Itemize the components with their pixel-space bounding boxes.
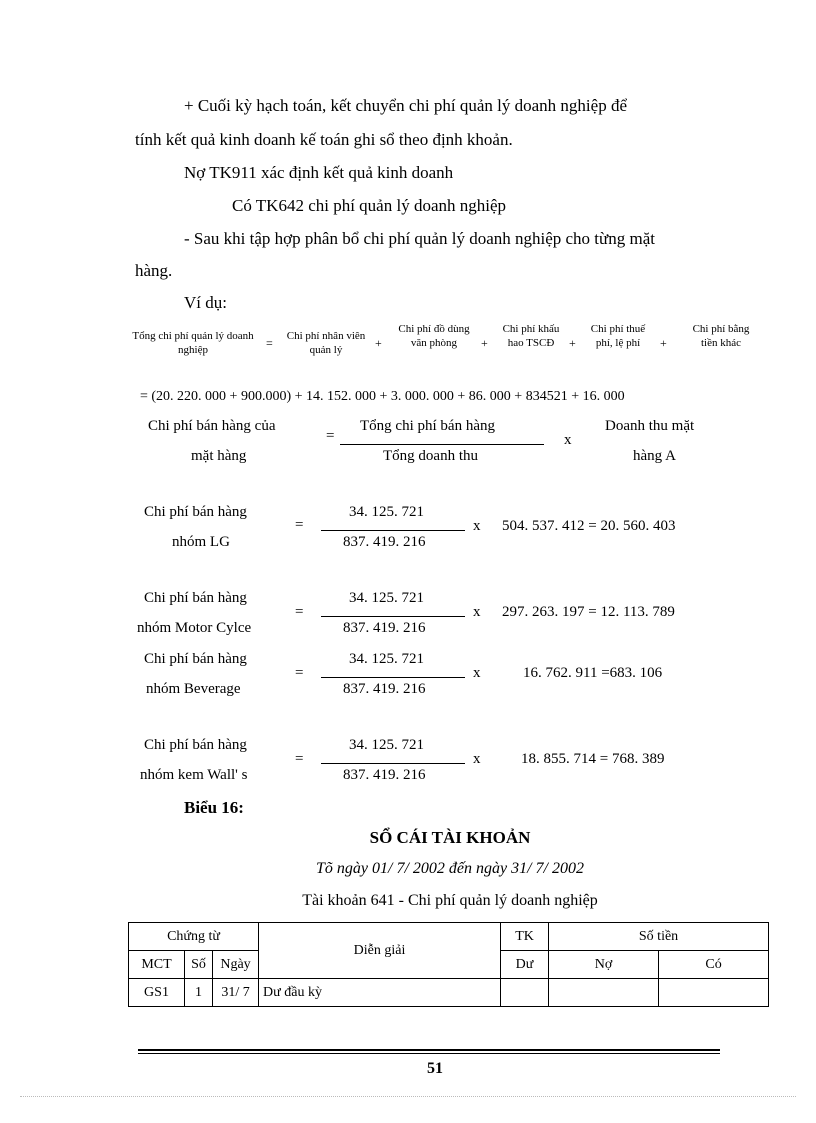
formula-term: Chi phí bằng tiền khác bbox=[692, 323, 750, 349]
fraction-line bbox=[321, 677, 465, 678]
cell-tk bbox=[501, 979, 549, 1007]
calc-label: nhóm Beverage bbox=[146, 681, 241, 697]
calc-result: 16. 762. 911 =683. 106 bbox=[523, 665, 663, 681]
footer-rule bbox=[138, 1049, 720, 1051]
page-edge bbox=[20, 1096, 796, 1097]
multiply-sign: x bbox=[473, 518, 481, 534]
formula-equals: = bbox=[266, 336, 273, 350]
calc-label: Chi phí bán hàng bbox=[144, 651, 247, 667]
header-ngay: Ngày bbox=[213, 951, 259, 979]
formula-term: Chi phí khấu hao TSCĐ bbox=[502, 323, 560, 349]
header-amount: Số tiền bbox=[549, 923, 769, 951]
ledger-period: Tõ ngày 01/ 7/ 2002 đến ngày 31/ 7/ 2002 bbox=[316, 860, 584, 877]
calc-label: Chi phí bán hàng bbox=[144, 590, 247, 606]
example-label: Ví dụ: bbox=[184, 293, 227, 312]
footer-rule bbox=[138, 1053, 720, 1054]
calc-numerator: 34. 125. 721 bbox=[349, 504, 424, 520]
header-description: Diễn giải bbox=[259, 923, 501, 979]
paragraph-line: hàng. bbox=[135, 261, 173, 280]
cell-credit bbox=[659, 979, 769, 1007]
page-number: 51 bbox=[427, 1060, 443, 1077]
formula-plus: + bbox=[660, 336, 667, 350]
header-mct: MCT bbox=[129, 951, 185, 979]
multiply-sign: x bbox=[473, 604, 481, 620]
header-so: Số bbox=[185, 951, 213, 979]
calc-label: Chi phí bán hàng bbox=[144, 504, 247, 520]
formula-term: Chi phí đồ dùng văn phòng bbox=[398, 323, 470, 349]
fraction-line bbox=[321, 530, 465, 531]
calc-numerator: 34. 125. 721 bbox=[349, 737, 424, 753]
calc-label: Chi phí bán hàng bbox=[144, 737, 247, 753]
header-tk: TK bbox=[501, 923, 549, 951]
header-credit: Có bbox=[659, 951, 769, 979]
header-voucher: Chứng từ bbox=[129, 923, 259, 951]
cell-ngay: 31/ 7 bbox=[213, 979, 259, 1007]
formula-term: Chi phí nhân viên quản lý bbox=[286, 330, 366, 356]
calc-denominator: 837. 419. 216 bbox=[343, 620, 426, 636]
paragraph-line: + Cuối kỳ hạch toán, kết chuyển chi phí quản lý doanh nghiệp để bbox=[184, 96, 627, 115]
cell-debit bbox=[549, 979, 659, 1007]
journal-entry-credit: Có TK642 chi phí quản lý doanh nghiệp bbox=[232, 196, 507, 215]
allocation-left: mặt hàng bbox=[191, 448, 247, 464]
allocation-equals: = bbox=[326, 428, 335, 444]
cell-description: Dư đầu kỳ bbox=[259, 979, 501, 1007]
allocation-right: hàng A bbox=[633, 448, 676, 464]
calc-equals: = bbox=[295, 665, 304, 681]
fraction-line bbox=[321, 616, 465, 617]
calc-result: 504. 537. 412 = 20. 560. 403 bbox=[502, 518, 676, 534]
formula-numeric: = (20. 220. 000 + 900.000) + 14. 152. 000 + 3. 000. 000 + 86. 000 + 834521 + 16. 000 bbox=[140, 389, 625, 404]
paragraph-line: tính kết quả kinh doanh kế toán ghi sổ theo định khoản. bbox=[135, 130, 513, 149]
cell-so: 1 bbox=[185, 979, 213, 1007]
calc-denominator: 837. 419. 216 bbox=[343, 534, 426, 550]
formula-plus: + bbox=[569, 336, 576, 350]
allocation-right: Doanh thu mặt bbox=[605, 418, 695, 434]
exhibit-label: Biểu 16: bbox=[184, 798, 244, 817]
ledger-account: Tài khoản 641 - Chi phí quản lý doanh nghiệp bbox=[302, 892, 598, 909]
cell-mct: GS1 bbox=[129, 979, 185, 1007]
calc-numerator: 34. 125. 721 bbox=[349, 590, 424, 606]
allocation-left: Chi phí bán hàng của bbox=[148, 418, 276, 434]
calc-label: nhóm LG bbox=[172, 534, 230, 550]
calc-equals: = bbox=[295, 604, 304, 620]
calc-numerator: 34. 125. 721 bbox=[349, 651, 424, 667]
multiply-sign: x bbox=[564, 432, 572, 448]
calc-equals: = bbox=[295, 751, 304, 767]
journal-entry-debit: Nợ TK911 xác định kết quả kinh doanh bbox=[184, 163, 454, 182]
calc-denominator: 837. 419. 216 bbox=[343, 681, 426, 697]
table-row bbox=[129, 979, 769, 1007]
multiply-sign: x bbox=[473, 665, 481, 681]
fraction-line bbox=[340, 444, 544, 445]
calc-denominator: 837. 419. 216 bbox=[343, 767, 426, 783]
formula-plus: + bbox=[481, 336, 488, 350]
calc-result: 297. 263. 197 = 12. 113. 789 bbox=[502, 604, 675, 620]
header-debit: Nợ bbox=[549, 951, 659, 979]
formula-plus: + bbox=[375, 336, 382, 350]
formula-total: Tổng chi phí quản lý doanh nghiệp bbox=[132, 330, 254, 356]
calc-result: 18. 855. 714 = 768. 389 bbox=[521, 751, 665, 767]
ledger-title: SỔ CÁI TÀI KHOẢN bbox=[369, 828, 531, 847]
allocation-denominator: Tổng doanh thu bbox=[383, 448, 478, 464]
formula-term: Chi phí thuế phí, lệ phí bbox=[590, 323, 646, 349]
calc-label: nhóm kem Wall' s bbox=[140, 767, 248, 783]
fraction-line bbox=[321, 763, 465, 764]
paragraph-line: - Sau khi tập hợp phân bổ chi phí quản lý doanh nghiệp cho từng mặt bbox=[184, 229, 655, 248]
allocation-numerator: Tổng chi phí bán hàng bbox=[360, 418, 495, 434]
multiply-sign: x bbox=[473, 751, 481, 767]
ledger-table bbox=[128, 922, 769, 1007]
header-tk-du: Dư bbox=[501, 951, 549, 979]
calc-equals: = bbox=[295, 517, 304, 533]
calc-label: nhóm Motor Cylce bbox=[137, 620, 252, 636]
